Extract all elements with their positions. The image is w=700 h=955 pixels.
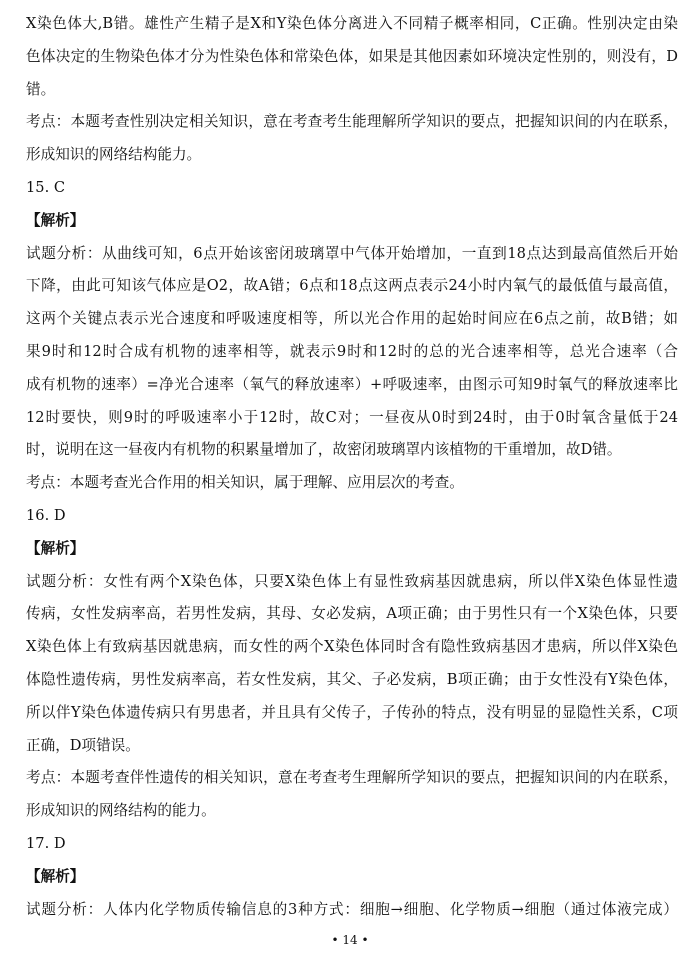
section-heading: 【解析】 — [26, 867, 85, 885]
text-line: 下降，由此可知该气体应是O2，故A错；6点和18点这两点表示24小时内氧气的最低值与最高值， — [26, 277, 678, 295]
body-text — [26, 8, 678, 926]
text-line: 错。 — [26, 80, 56, 98]
text-line: 考点：本题考查光合作用的相关知识，属于理解、应用层次的考查。 — [26, 474, 464, 492]
text-line: 所以伴Y染色体遗传病只有男患者，并且具有父传子，子传孙的特点，没有明显的显隐性关系，C项 — [26, 703, 678, 721]
text-line: X染色体上有致病基因就患病，而女性的两个X染色体同时含有隐性致病基因才患病，所以伴X染色 — [26, 638, 678, 656]
text-line: 成有机物的速率）=净光合速率（氧气的释放速率）+呼吸速率，由图示可知9时氧气的释放速率比 — [26, 375, 678, 393]
page-number: • 14 • — [331, 933, 369, 947]
text-line: 体隐性遗传病，男性发病率高，若女性发病，其父、子必发病，B项正确；由于女性没有Y染色体， — [26, 670, 678, 688]
text-line: 考点：本题考查性别决定相关知识，意在考查考生能理解所学知识的要点，把握知识间的内在联系， — [26, 113, 678, 131]
section-heading: 【解析】 — [26, 539, 85, 557]
text-line: 传病，女性发病率高，若男性发病，其母、女必发病，A项正确；由于男性只有一个X染色体，只要 — [26, 605, 678, 623]
text-line: 17. D — [26, 834, 66, 852]
text-line: 色体决定的生物染色体才分为性染色体和常染色体，如果是其他因素如环境决定性别的，则没有，D — [26, 47, 678, 65]
text-line: 形成知识的网络结构能力。 — [26, 146, 202, 164]
text-line: 试题分析：人体内化学物质传输信息的3种方式：细胞→细胞、化学物质→细胞（通过体液完成） — [26, 900, 678, 918]
text-line: 时，说明在这一昼夜内有机物的积累量增加了，故密闭玻璃罩内该植物的干重增加，故D错。 — [26, 441, 622, 459]
text-line: 16. D — [26, 506, 66, 524]
text-line: X染色体大,B错。雄性产生精子是X和Y染色体分离进入不同精子概率相同，C正确。性别决定由染 — [26, 15, 678, 32]
text-line: 正确，D项错误。 — [26, 736, 140, 754]
text-line: 12时要快，则9时的呼吸速率小于12时，故C对；一昼夜从0时到24时，由于0时氧含量低于24 — [26, 408, 678, 426]
text-line: 试题分析：女性有两个X染色体，只要X染色体上有显性致病基因就患病，所以伴X染色体显性遗 — [26, 572, 678, 590]
text-line: 果9时和12时合成有机物的速率相等，就表示9时和12时的总的光合速率相等，总光合速率（合 — [26, 342, 678, 360]
text-line: 试题分析：从曲线可知，6点开始该密闭玻璃罩中气体开始增加，一直到18点达到最高值然后开始 — [26, 244, 678, 262]
text-line: 这两个关键点表示光合速度和呼吸速度相等，所以光合作用的起始时间应在6点之前，故B错；如 — [26, 310, 678, 328]
section-heading: 【解析】 — [26, 211, 85, 229]
text-line: 15. C — [26, 178, 66, 196]
text-line: 形成知识的网络结构的能力。 — [26, 802, 216, 820]
text-line: 考点：本题考查伴性遗传的相关知识，意在考查考生理解所学知识的要点，把握知识间的内在联系， — [26, 769, 678, 787]
